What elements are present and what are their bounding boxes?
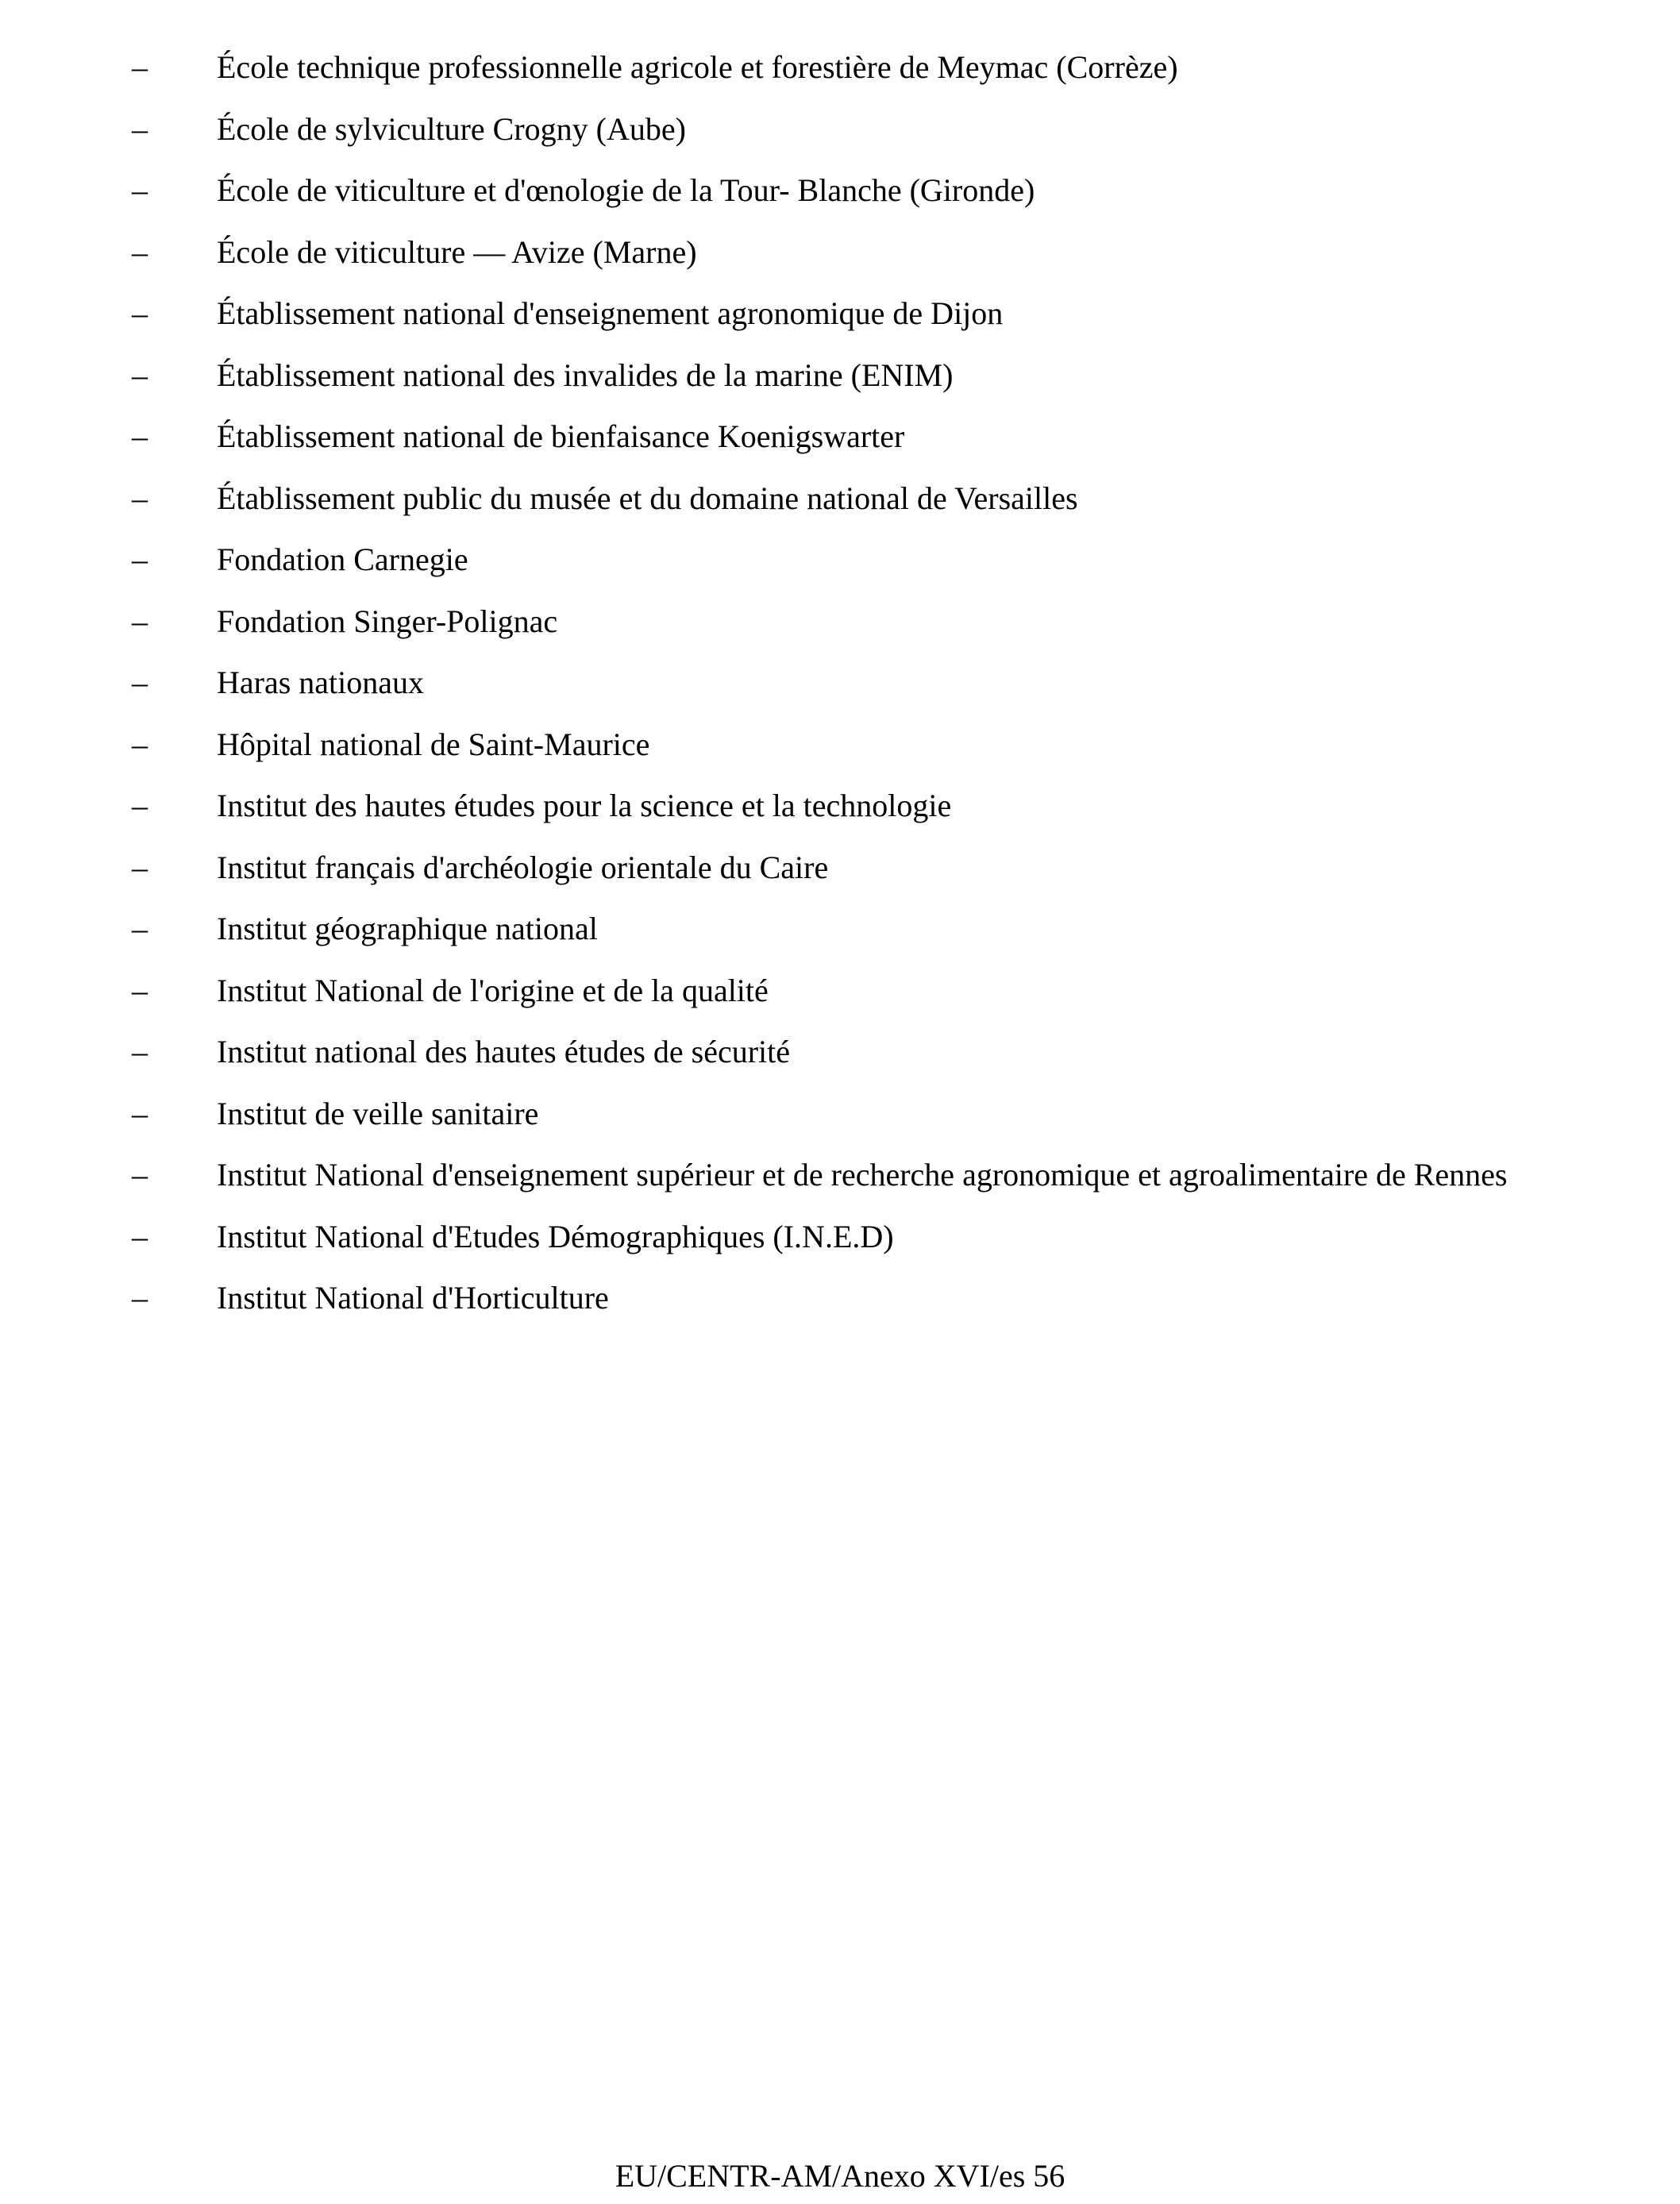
- list-item-text: Fondation Carnegie: [217, 541, 468, 577]
- list-item-text: Établissement national de bienfaisance Koenigswarter: [217, 418, 905, 454]
- list-dash: –: [132, 418, 148, 454]
- institution-list: [132, 37, 1561, 1329]
- list-item: [132, 1206, 1561, 1268]
- list-dash: –: [132, 172, 148, 208]
- list-item: [132, 160, 1561, 222]
- list-item-text: Haras nationaux: [217, 665, 425, 700]
- list-item-text: Institut de veille sanitaire: [217, 1095, 539, 1131]
- list-item: [132, 529, 1561, 591]
- list-item-text: Institut des hautes études pour la science et la technologie: [217, 788, 952, 823]
- list-item: [132, 1021, 1561, 1083]
- list-dash: –: [132, 788, 148, 823]
- list-dash: –: [132, 49, 148, 85]
- list-item-text: Établissement national d'enseignement agronomique de Dijon: [217, 295, 1004, 331]
- list-item: [132, 652, 1561, 714]
- list-dash: –: [132, 603, 148, 639]
- list-dash: –: [132, 665, 148, 700]
- list-dash: –: [132, 972, 148, 1008]
- list-dash: –: [132, 1280, 148, 1316]
- list-item: [132, 468, 1561, 530]
- list-item-text: Institut national des hautes études de sécurité: [217, 1034, 791, 1069]
- list-item-text: Établissement national des invalides de la marine (ENIM): [217, 356, 954, 393]
- list-item: [132, 406, 1561, 468]
- list-item: [132, 345, 1561, 407]
- list-item-text: École de viticulture et d'œnologie de la Tour- Blanche (Gironde): [217, 172, 1035, 208]
- list-dash: –: [132, 1157, 148, 1193]
- list-dash: –: [132, 1218, 148, 1254]
- list-item-text: Institut National d'Horticulture: [217, 1280, 609, 1316]
- list-item: [132, 714, 1561, 776]
- list-item-text: Fondation Singer-Polignac: [217, 603, 558, 639]
- list-item: [132, 898, 1561, 960]
- list-dash: –: [132, 849, 148, 885]
- list-item: [132, 591, 1561, 653]
- list-item: [132, 1144, 1561, 1206]
- list-item: [132, 37, 1561, 98]
- list-item-text: Institut National de l'origine et de la qualité: [217, 972, 769, 1008]
- list-dash: –: [132, 110, 148, 147]
- list-item: [132, 837, 1561, 899]
- list-item-text: Institut français d'archéologie orientale du Caire: [217, 849, 829, 885]
- list-item: [132, 775, 1561, 837]
- list-item-text: École technique professionnelle agricole et forestière de Meymac (Corrèze): [217, 49, 1178, 85]
- list-item: [132, 960, 1561, 1022]
- page-footer: EU/CENTR-AM/Anexo XVI/es 56: [615, 2158, 1065, 2194]
- list-item: [132, 1267, 1561, 1329]
- list-dash: –: [132, 295, 148, 331]
- list-item-text: Institut National d'Etudes Démographiques (I.N.E.D): [217, 1218, 894, 1254]
- list-item-text: Institut National d'enseignement supérieur et de recherche agronomique et agroalimentaire de Rennes: [217, 1157, 1508, 1193]
- list-item-text: École de viticulture — Avize (Marne): [217, 233, 697, 270]
- list-item: [132, 283, 1561, 345]
- list-dash: –: [132, 1095, 148, 1131]
- list-item-text: Hôpital national de Saint-Maurice: [217, 726, 650, 762]
- list-item-text: Institut géographique national: [217, 911, 598, 946]
- list-dash: –: [132, 911, 148, 946]
- list-dash: –: [132, 480, 148, 516]
- list-item: [132, 98, 1561, 160]
- list-dash: –: [132, 1034, 148, 1069]
- list-dash: –: [132, 541, 148, 577]
- list-item: [132, 222, 1561, 283]
- list-dash: –: [132, 726, 148, 762]
- list-item-text: École de sylviculture Crogny (Aube): [217, 110, 686, 147]
- list-item-text: Établissement public du musée et du domaine national de Versailles: [217, 480, 1078, 516]
- list-dash: –: [132, 233, 148, 270]
- list-dash: –: [132, 356, 148, 393]
- list-item: [132, 1083, 1561, 1145]
